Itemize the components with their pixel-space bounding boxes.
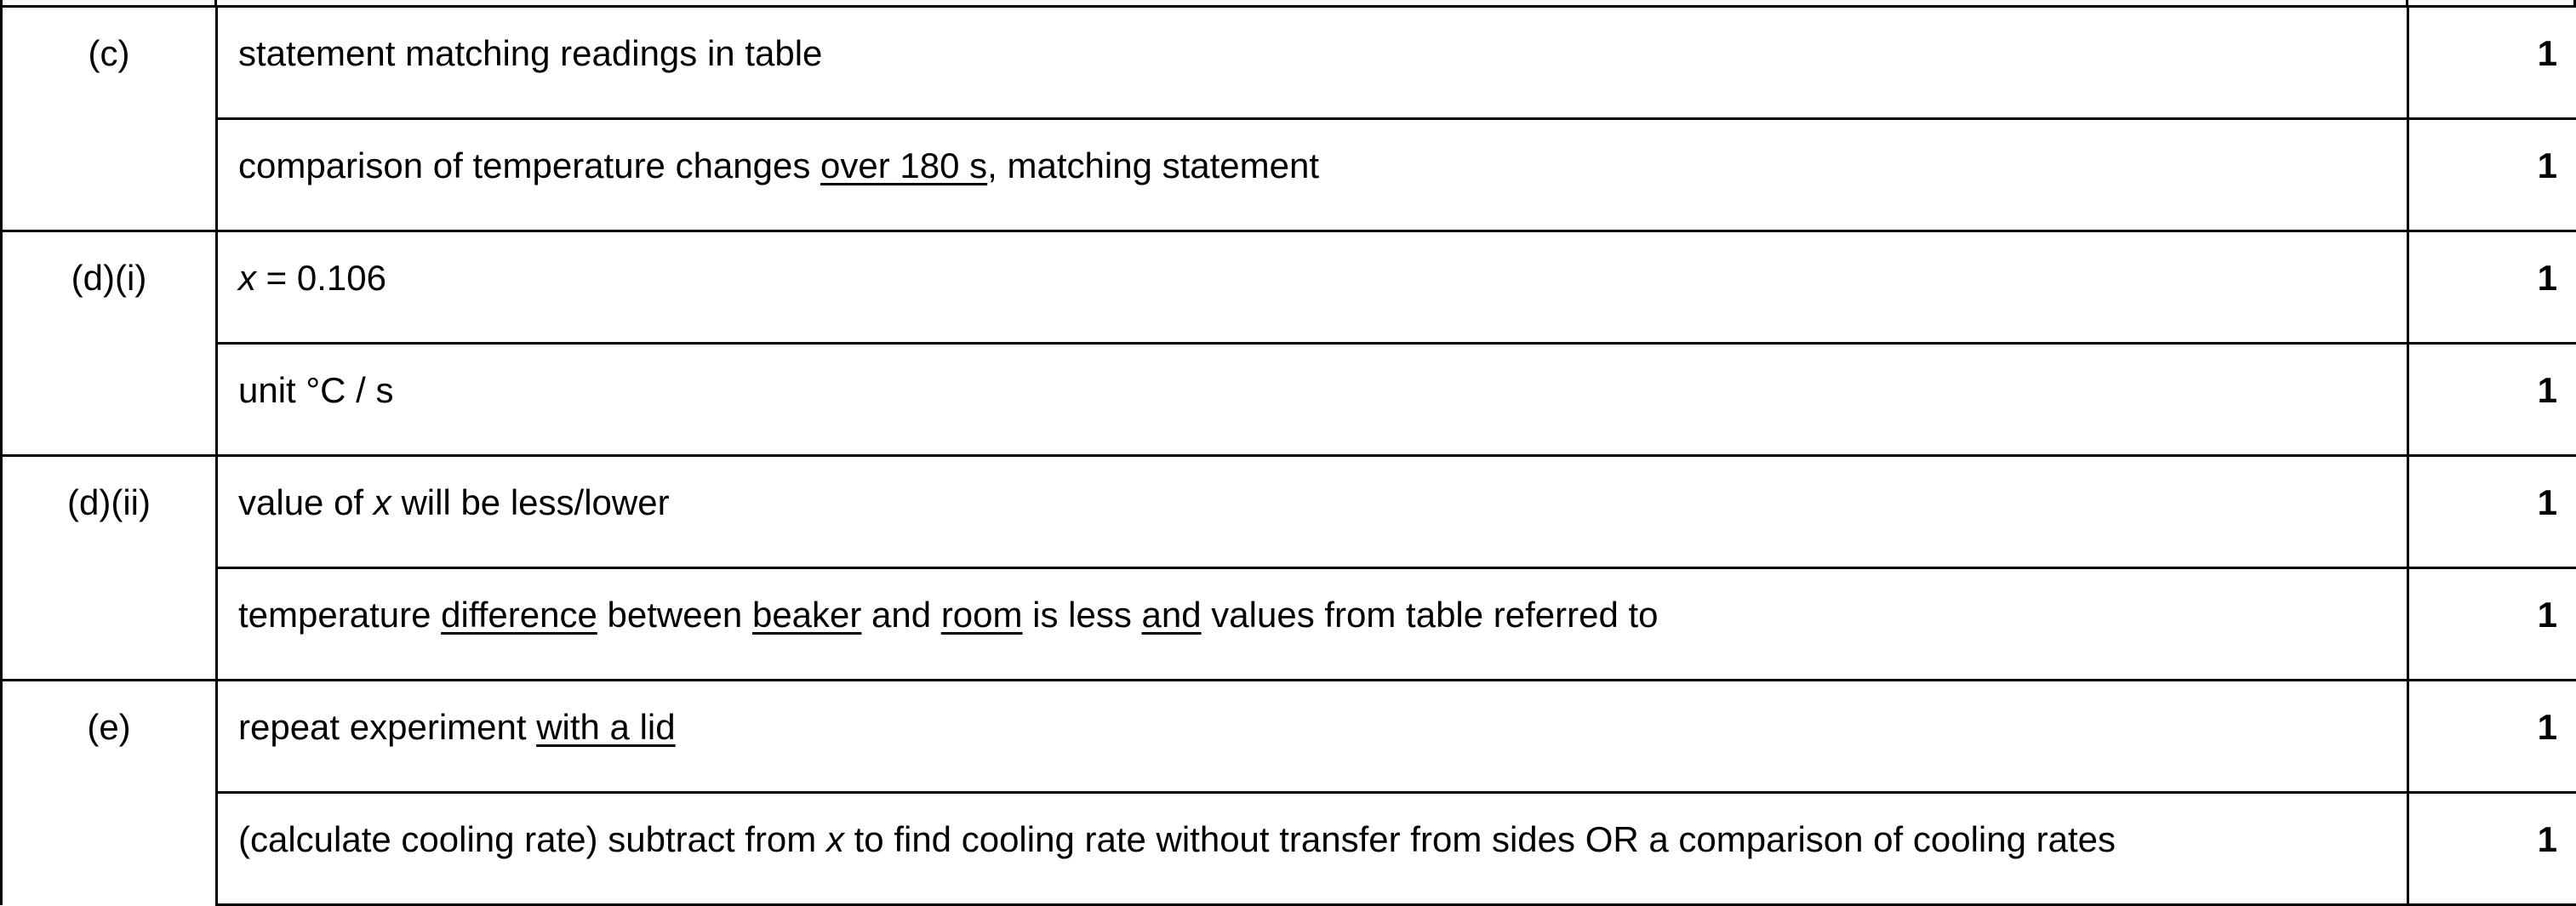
- answer-text: [217, 456, 2408, 568]
- mark-value: 1: [2408, 568, 2576, 681]
- mark-scheme-table: [0, 5, 2576, 906]
- mark-scheme-body: [2, 7, 2576, 905]
- answer-fragment: unit °C / s: [238, 370, 394, 410]
- mark-value: 1: [2408, 344, 2576, 456]
- underlined-keyword: over 180 s: [820, 145, 987, 185]
- table-row: [2, 7, 2576, 119]
- answer-fragment: , matching statement: [987, 145, 1319, 185]
- underlined-keyword: with a lid: [536, 707, 675, 747]
- answer-fragment: is less: [1023, 595, 1142, 635]
- question-number: (d)(ii): [2, 456, 217, 681]
- answer-fragment: repeat experiment: [238, 707, 536, 747]
- answer-fragment: between: [597, 595, 752, 635]
- table-row: [2, 456, 2576, 568]
- mark-value: 1: [2408, 7, 2576, 119]
- question-number: (c): [2, 7, 217, 231]
- answer-fragment: comparison of temperature changes: [238, 145, 820, 185]
- question-number: (e): [2, 681, 217, 905]
- underlined-keyword: beaker: [752, 595, 861, 635]
- underlined-keyword: room: [941, 595, 1023, 635]
- answer-text: [217, 344, 2408, 456]
- answer-fragment: temperature: [238, 595, 441, 635]
- answer-text: [217, 231, 2408, 344]
- answer-text: [217, 793, 2408, 905]
- table-row: [2, 119, 2576, 231]
- table-row: [2, 793, 2576, 905]
- mark-value: 1: [2408, 681, 2576, 793]
- table-row: [2, 568, 2576, 681]
- answer-fragment: to find cooling rate without transfer from sides OR a comparison of cooling rates: [844, 819, 2116, 859]
- mark-value: 1: [2408, 793, 2576, 905]
- table-row: [2, 681, 2576, 793]
- answer-fragment: and: [861, 595, 940, 635]
- answer-fragment: = 0.106: [256, 258, 386, 298]
- answer-fragment: statement matching readings in table: [238, 33, 822, 73]
- mark-value: 1: [2408, 231, 2576, 344]
- answer-fragment: will be less/lower: [391, 482, 670, 522]
- answer-text: [217, 7, 2408, 119]
- answer-fragment: value of: [238, 482, 374, 522]
- underlined-keyword: difference: [441, 595, 597, 635]
- variable-symbol: x: [826, 819, 844, 859]
- variable-symbol: x: [238, 258, 256, 298]
- underlined-keyword: and: [1142, 595, 1202, 635]
- question-number: (d)(i): [2, 231, 217, 456]
- mark-value: 1: [2408, 119, 2576, 231]
- variable-symbol: x: [374, 482, 391, 522]
- answer-text: [217, 568, 2408, 681]
- answer-fragment: values from table referred to: [1202, 595, 1659, 635]
- answer-text: [217, 119, 2408, 231]
- answer-fragment: (calculate cooling rate) subtract from: [238, 819, 826, 859]
- mark-value: 1: [2408, 456, 2576, 568]
- answer-text: [217, 681, 2408, 793]
- table-row: [2, 344, 2576, 456]
- table-row: [2, 231, 2576, 344]
